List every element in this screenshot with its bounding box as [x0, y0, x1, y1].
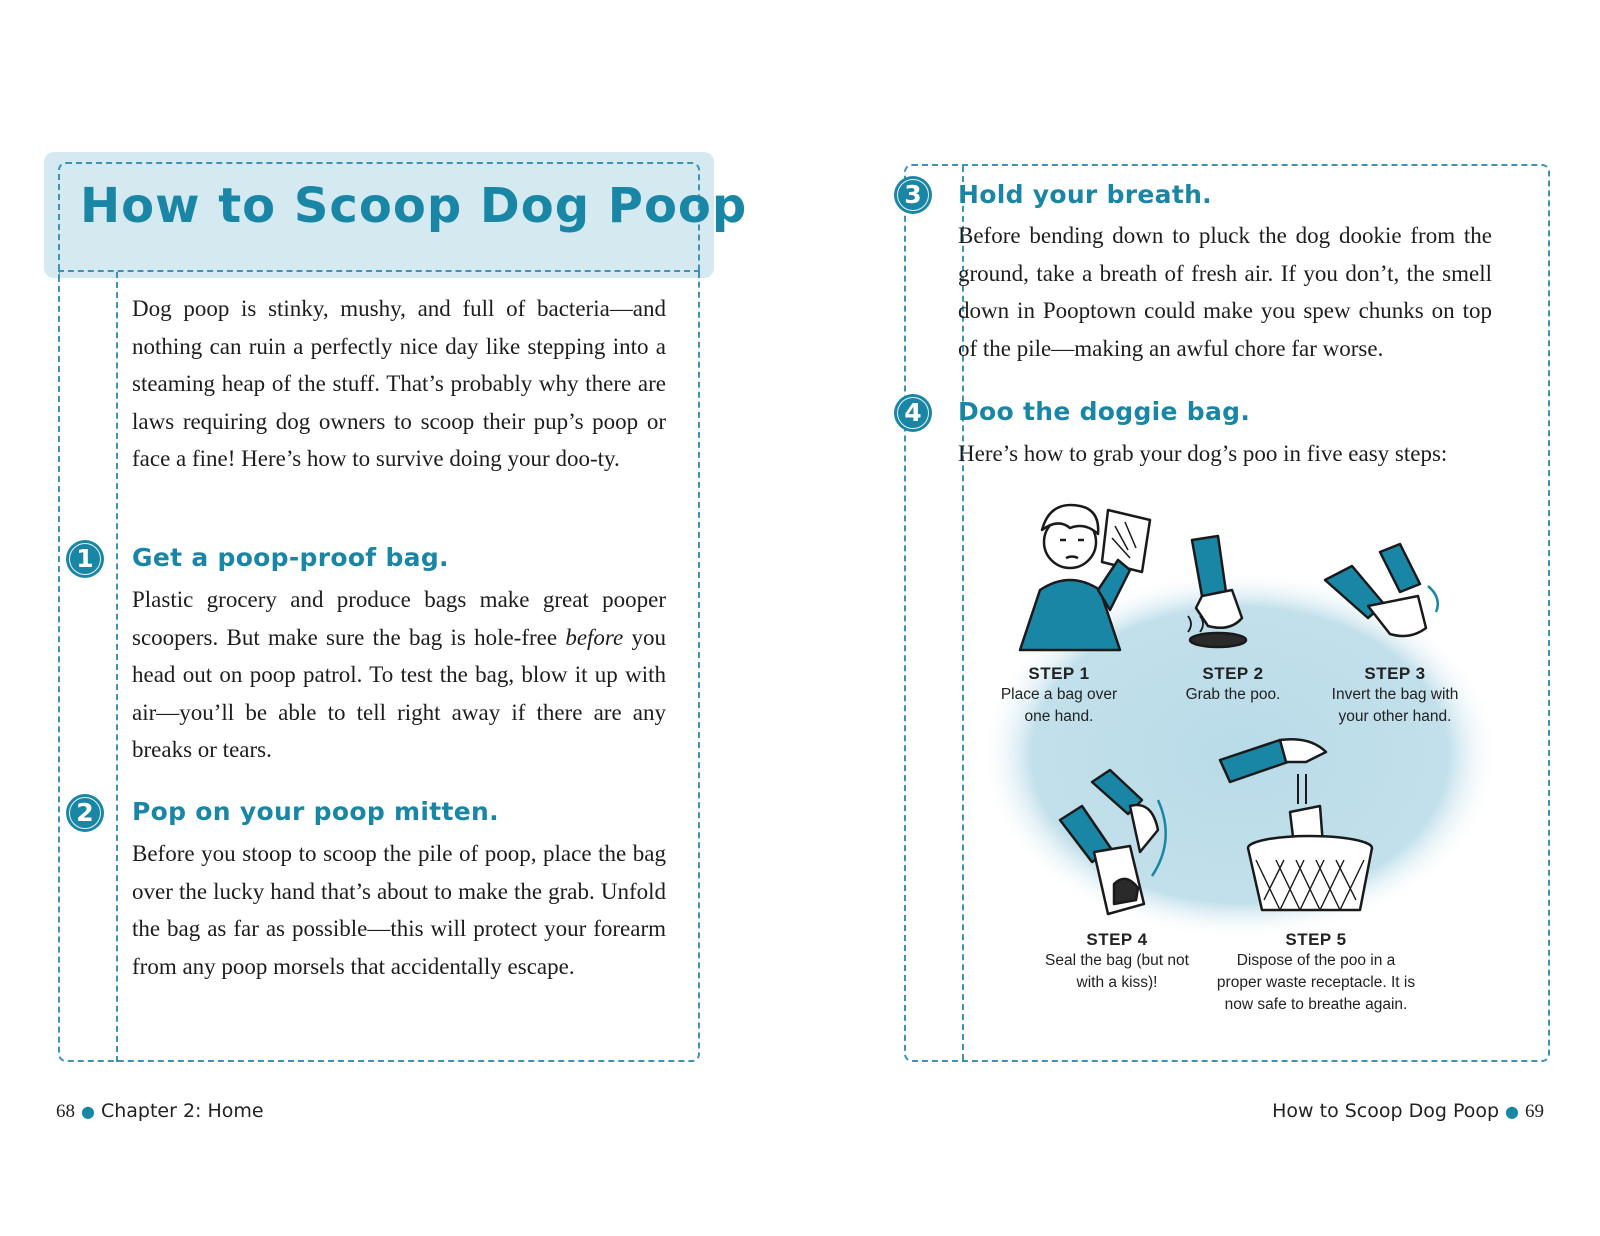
step-2-heading: Pop on your poop mitten.	[132, 797, 499, 826]
step-4-body: Here’s how to grab your dog’s poo in five easy steps:	[958, 441, 1448, 466]
step-1-label: STEP 1	[1028, 664, 1090, 683]
step-2-body: Before you stoop to scoop the pile of poop, place the bag over the lucky hand that’s about to make the grab. Unfold the bag as far as possible—this will protect your forearm from any poop morsels that accidentally escape.	[132, 841, 666, 979]
chapter-label: Chapter 2: Home	[100, 1100, 264, 1122]
left-page-number: 68	[56, 1101, 75, 1122]
step-number-badge: 1	[66, 540, 104, 578]
step-number-badge: 2	[66, 794, 104, 832]
step-2-caption	[1158, 664, 1308, 706]
step-5-label: STEP 5	[1285, 930, 1347, 949]
step-5-desc-line: proper waste receptacle. It is	[1216, 974, 1416, 991]
step-2-label: STEP 2	[1202, 664, 1264, 683]
left-footer	[56, 1100, 264, 1123]
step-2-desc-line: Grab the poo.	[1185, 686, 1281, 703]
step-3-label: STEP 3	[1364, 664, 1426, 683]
step-3-body: Before bending down to pluck the dog dookie from the ground, take a breath of fresh air. If you don’t, the smell down in Pooptown could make you spew chunks on top of the pile—making an awful chore far worse.	[958, 223, 1492, 361]
step-4-desc-line: with a kiss)!	[1076, 974, 1158, 991]
right-page-number: 69	[1525, 1101, 1544, 1122]
step-4-desc-line: Seal the bag (but not	[1045, 952, 1189, 969]
page-title: How to Scoop Dog Poop	[80, 178, 748, 234]
step-5-caption	[1206, 930, 1426, 1016]
step-1-body: Plastic grocery and produce bags make great pooper scoopers. But make sure the bag is hole-free before you head out on poop patrol. To test the bag, blow it up with air—you’ll be able to tell right away if there are any breaks or tears.	[132, 587, 666, 762]
step-1-desc-line: one hand.	[1024, 708, 1094, 725]
step-3-caption	[1310, 664, 1480, 728]
step-number-badge: 4	[894, 394, 932, 432]
intro-paragraph: Dog poop is stinky, mushy, and full of bacteria—and nothing can ruin a perfectly nice day like stepping into a steaming heap of the stuff. That’s probably why there are laws requiring dog owners to scoop their pup’s poop or face a fine! Here’s how to survive doing your doo-ty.	[132, 296, 666, 471]
step-3-desc-line: your other hand.	[1338, 708, 1452, 725]
step-5-desc-line: now safe to breathe again.	[1224, 996, 1408, 1013]
bullet-dot: ●	[1505, 1102, 1519, 1121]
step-4-label: STEP 4	[1086, 930, 1148, 949]
step-1-caption	[984, 664, 1134, 728]
step-5-desc-line: Dispose of the poo in a	[1236, 952, 1396, 969]
step-3-desc-line: Invert the bag with	[1331, 686, 1459, 703]
left-page-margin-line	[116, 272, 118, 1062]
bullet-dot: ●	[81, 1102, 95, 1121]
step-3-heading: Hold your breath.	[958, 180, 1212, 209]
step-4-caption	[1032, 930, 1202, 994]
running-title: How to Scoop Dog Poop	[1272, 1100, 1500, 1122]
five-steps-illustration	[980, 500, 1540, 1040]
right-footer	[1272, 1100, 1544, 1123]
step-number-badge: 3	[894, 176, 932, 214]
step-1-desc-line: Place a bag over	[1000, 686, 1118, 703]
step-1-heading: Get a poop-proof bag.	[132, 543, 449, 572]
step-4-heading: Doo the doggie bag.	[958, 397, 1251, 426]
